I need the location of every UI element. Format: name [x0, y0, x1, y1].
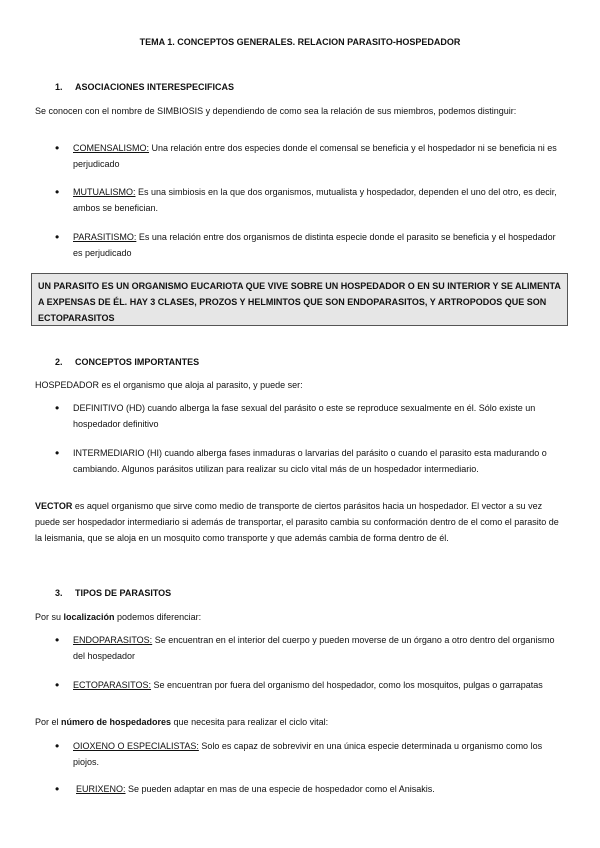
text: podemos diferenciar: [114, 612, 202, 622]
section-2-heading [55, 357, 199, 367]
term: VECTOR [35, 501, 73, 511]
list-item-mutualismo [73, 184, 560, 216]
list-item-endoparasitos [73, 632, 560, 664]
bullet: • [55, 141, 60, 155]
bullet: • [55, 782, 60, 796]
term: EURIXENO: [76, 784, 126, 794]
bullet: • [55, 401, 60, 415]
list-item-comensalismo [73, 140, 560, 172]
section-1-heading [55, 82, 234, 92]
hospedadores-intro [35, 714, 560, 730]
list-item-oioxeno [73, 738, 560, 770]
list-item-eurixeno [76, 781, 563, 797]
section-number: 2. [55, 357, 63, 367]
parasite-definition-box: UN PARASITO ES UN ORGANISMO EUCARIOTA QUE VIVE SOBRE UN HOSPEDADOR O EN SU INTERIOR Y SE ALIMENTA A EXPENSAS DE ÉL. HAY 3 CLASES, PROZOS Y HELMINTOS QUE SON ENDOPARASITOS, Y ARTROPODOS QUE SON ECTOPARASITOS [31, 273, 568, 326]
definition: Es una relación entre dos organismos de distinta especie donde el parasito se beneficia y el hospedador es perjudicado [73, 232, 556, 258]
bullet: • [55, 446, 60, 460]
definition: Se encuentran por fuera del organismo del hospedador, como los mosquitos, pulgas o garrapatas [151, 680, 543, 690]
section-title: TIPOS DE PARASITOS [75, 588, 172, 598]
term: OIOXENO O ESPECIALISTAS: [73, 741, 199, 751]
bullet: • [55, 633, 60, 647]
term: COMENSALISMO: [73, 143, 150, 153]
list-item-parasitismo [73, 229, 560, 261]
section-2-intro: HOSPEDADOR es el organismo que aloja al parasito, y puede ser: [35, 380, 303, 390]
section-number: 1. [55, 82, 63, 92]
term: localización [63, 612, 115, 622]
bullet: • [55, 739, 60, 753]
document-title: TEMA 1. CONCEPTOS GENERALES. RELACION PARASITO-HOSPEDADOR [139, 37, 461, 47]
list-item-intermediario: INTERMEDIARIO (HI) cuando alberga fases inmaduras o larvarias del parásito o cuando el parasito esta madurando o cambiando. Algunos parásitos utilizan para realizar su ciclo vital más de un hospedador intermediario. [73, 448, 547, 474]
definition: Una relación entre dos especies donde el comensal se beneficia y el hospedador ni se beneficia ni es perjudicado [73, 143, 557, 169]
bullet: • [55, 230, 60, 244]
definition: Es una simbiosis en la que dos organismos, mutualista y hospedador, dependen el uno del otro, es decir, ambos se benefician. [73, 187, 557, 213]
list-item-definitivo: DEFINITIVO (HD) cuando alberga la fase sexual del parásito o este se reproduce sexualmente en él. Sólo existe un hospedador definitivo [73, 403, 536, 429]
text: Por el [35, 717, 62, 727]
section-number: 3. [55, 588, 63, 598]
section-1-intro: Se conocen con el nombre de SIMBIOSIS y dependiendo de como sea la relación de sus miembros, podemos distinguir: [35, 106, 517, 116]
section-title: ASOCIACIONES INTERESPECIFICAS [75, 82, 235, 92]
definition: Se encuentran en el interior del cuerpo y pueden moverse de un órgano a otro dentro del organismo del hospedador [73, 635, 555, 661]
definition: es aquel organismo que sirve como medio de transporte de ciertos parásitos hacia un hospedador. El vector a su vez puede ser hospedador intermediario si además de transportar, el parasito cambia su conformación dentro de el como el parasito de la leismania, que se aloja en un mosquito como transporte y que además cambia de forma dentro de él. [35, 501, 559, 543]
vector-paragraph [35, 498, 560, 546]
term: ENDOPARASITOS: [73, 635, 153, 645]
section-title: CONCEPTOS IMPORTANTES [75, 357, 200, 367]
text: Por su [35, 612, 64, 622]
term: número de hospedadores [61, 717, 172, 727]
localizacion-intro [35, 609, 560, 625]
definition: Se pueden adaptar en mas de una especie de hospedador como el Anisakis. [125, 784, 435, 794]
bullet: • [55, 678, 60, 692]
list-item-ectoparasitos [73, 677, 560, 693]
text: que necesita para realizar el ciclo vital: [171, 717, 329, 727]
section-3-heading [55, 588, 171, 598]
definition: Solo es capaz de sobrevivir en una única especie determinada u organismo como los piojos. [73, 741, 543, 767]
term: MUTUALISMO: [73, 187, 136, 197]
term: PARASITISMO: [73, 232, 137, 242]
term: ECTOPARASITOS: [73, 680, 152, 690]
bullet: • [55, 185, 60, 199]
